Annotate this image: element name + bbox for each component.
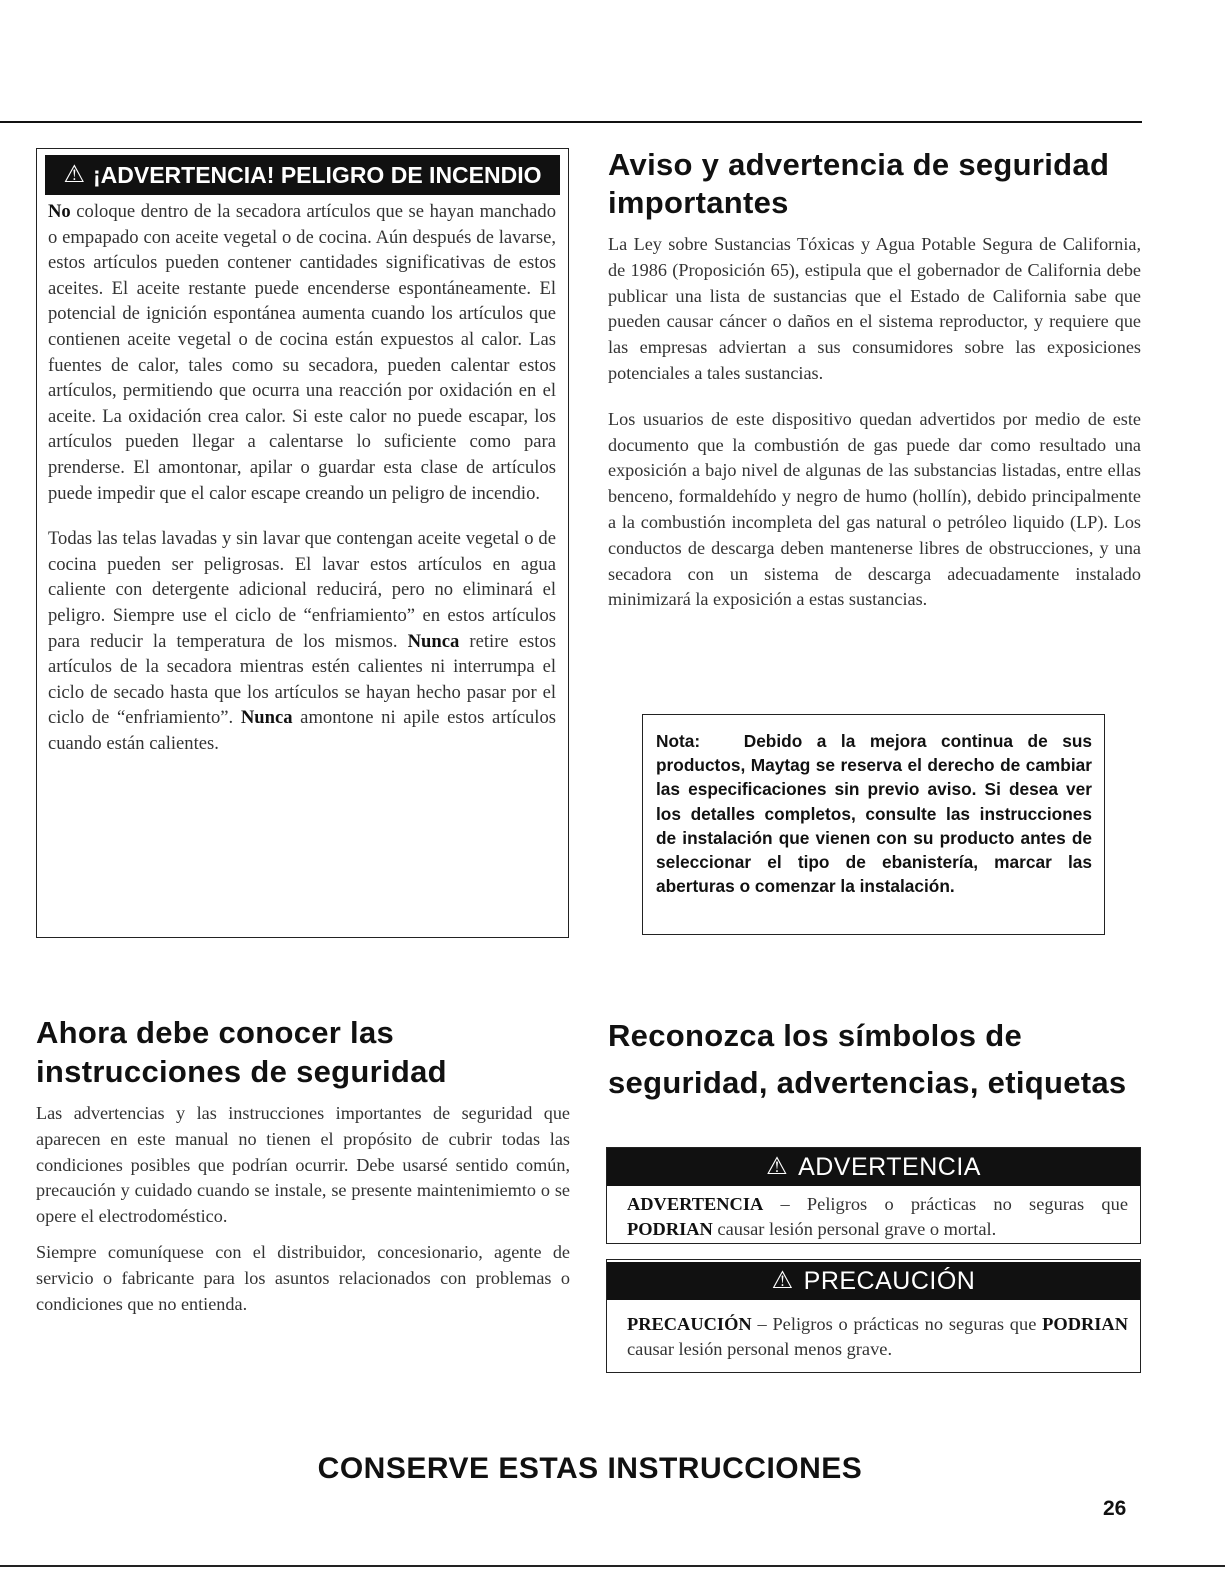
safety-instructions-title: Ahora debe conocer las instrucciones de seguridad — [36, 1015, 447, 1089]
bottom-rule — [0, 1565, 1225, 1567]
note-text: Debido a la mejora continua de sus productos, Maytag se reserva el derecho de cambiar las especificaciones sin previo aviso. Si desea ver los detalles completos, consulte las instrucciones de instalación que vienen con su producto antes de seleccionar el tipo de ebanistería, marcar las aberturas o comenzar la instalación. — [656, 731, 1092, 897]
fire-warning-text-2c: amontone ni apile estos artículos cuando están calientes. — [48, 707, 556, 754]
warning-text-2: causar lesión personal grave o mortal. — [712, 1219, 997, 1239]
top-rule — [0, 121, 1142, 123]
note-label: Nota: — [656, 731, 701, 751]
caution-label-header-text: PRECAUCIÓN — [803, 1266, 976, 1295]
caution-bold-podrian: PODRIAN — [1042, 1314, 1128, 1334]
warning-triangle-icon: ⚠ — [771, 1267, 794, 1294]
caution-text-2: causar lesión personal menos grave. — [627, 1339, 893, 1359]
safety-instructions-paragraph-2: Siempre comuníquese con el distribuidor, concesionario, agente de servicio o fabricante para los asuntos relacionados con problemas o condiciones que no entienda. — [36, 1241, 570, 1314]
important-notice-paragraph-1: La Ley sobre Sustancias Tóxicas y Agua Potable Segura de California, de 1986 (Proposición 65), estipula que el gobernador de California debe publicar una lista de sustancias que el Estado de California sabe que pueden causar cáncer o daños en el sistema reproductor, y requiere que las empresas adviertan a sus consumidores sobre las exposiciones potenciales a tales sustancias. — [608, 234, 1141, 383]
important-notice-title: Aviso y advertencia de seguridad importantes — [608, 147, 1110, 220]
caution-label-box — [606, 1259, 1141, 1373]
bold-nunca-2: Nunca — [240, 707, 293, 729]
warning-label-header — [607, 1148, 1140, 1186]
page-number: 26 — [1103, 1497, 1127, 1520]
note-box — [642, 714, 1105, 935]
fire-warning-header — [45, 155, 560, 195]
caution-text-1: – Peligros o prácticas no seguras que — [751, 1314, 1043, 1334]
important-notice-paragraph-2: Los usuarios de este dispositivo quedan advertidos por medio de este documento que la combustión de gas puede dar como resultado una exposición a bajo nivel de algunas de las substancias listadas, entre ellas benceno, formaldehído y negro de humo (hollín), debido principalmente a la combustión incompleta del gas natural o petróleo liquido (LP). Los conductos de descarga deben mantenerse libres de obstrucciones, y una secadora con un sistema de descarga adecuadamente instalado minimizará la exposición a estas sustancias. — [608, 408, 1141, 610]
warning-triangle-icon: ⚠ — [63, 161, 85, 188]
important-notice-section — [608, 146, 1141, 613]
fire-warning-text-2b: retire estos artículos de la secadora mientras estén calientes ni interrumpa el ciclo de secado hasta que los artículos se hayan hecho pasar por el ciclo de “enfriamiento”. — [48, 630, 556, 729]
symbols-title: Reconozca los símbolos de seguridad, advertencias, etiquetas — [608, 1018, 1127, 1100]
caution-label-header — [607, 1262, 1140, 1300]
fire-warning-body — [37, 195, 568, 756]
safety-instructions-section — [36, 1013, 570, 1317]
fire-warning-paragraph-1 — [48, 199, 556, 506]
warning-triangle-icon: ⚠ — [766, 1153, 789, 1180]
warning-label-header-text: ADVERTENCIA — [798, 1152, 981, 1181]
warning-label-box — [606, 1147, 1141, 1244]
bold-nunca-1: Nunca — [407, 630, 460, 652]
symbols-section — [608, 1012, 1141, 1106]
fire-warning-text-2a: Todas las telas lavadas y sin lavar que contengan aceite vegetal o de cocina pueden ser peligrosas. El lavar estos artículos en agua caliente con detergente adicional reducirá, pero no eliminará el peligro. Siempre use el ciclo de “enfriamiento” en estos artículos para reducir la temperatura de los mismos. — [48, 528, 556, 652]
safety-instructions-paragraph-1: Las advertencias y las instrucciones importantes de seguridad que aparecen en este manual no tienen el propósito de cubrir todas las condiciones posibles que podrían ocurrir. Debe usarsé sentido común, precaución y cuidado cuando se instale, se presente maintenimiemto o se opere el electrodoméstico. — [36, 1103, 570, 1227]
fire-warning-box — [36, 148, 569, 938]
fire-warning-paragraph-2 — [48, 526, 556, 756]
bold-no: No — [48, 201, 71, 222]
fire-warning-text-1: coloque dentro de la secadora artículos que se hayan manchado o empapado con aceite vegetal o de cocina. Aún después de lavarse, estos artículos pueden contener cantidades significativas de estos aceites. El aceite restante puede encenderse espontáneamente. El potencial de ignición espontánea aumenta cuando los artículos que contienen aceite vegetal o de cocina están expuestos al calor. Las fuentes de calor, tales como su secadora, pueden calentar estos artículos, permitiendo que ocurra una reacción por oxidación en el aceite. La oxidación crea calor. Si este calor no puede escapar, los artículos pueden llegar a calentarse lo suficiente como para prenderse. El amontonar, apilar o guardar esta clase de artículos puede impedir que el calor escape creando un peligro de incendio. — [48, 201, 556, 504]
warning-label-body — [607, 1186, 1140, 1242]
warning-text-1: – Peligros o prácticas no seguras que — [763, 1194, 1128, 1214]
footer-title: CONSERVE ESTAS INSTRUCCIONES — [317, 1452, 863, 1485]
caution-bold-term: PRECAUCIÓN — [627, 1314, 752, 1334]
fire-warning-header-text: ¡ADVERTENCIA! PELIGRO DE INCENDIO — [92, 161, 542, 188]
warning-bold-term: ADVERTENCIA — [627, 1194, 764, 1214]
warning-bold-podrian: PODRIAN — [627, 1219, 713, 1239]
caution-label-body — [607, 1300, 1140, 1362]
